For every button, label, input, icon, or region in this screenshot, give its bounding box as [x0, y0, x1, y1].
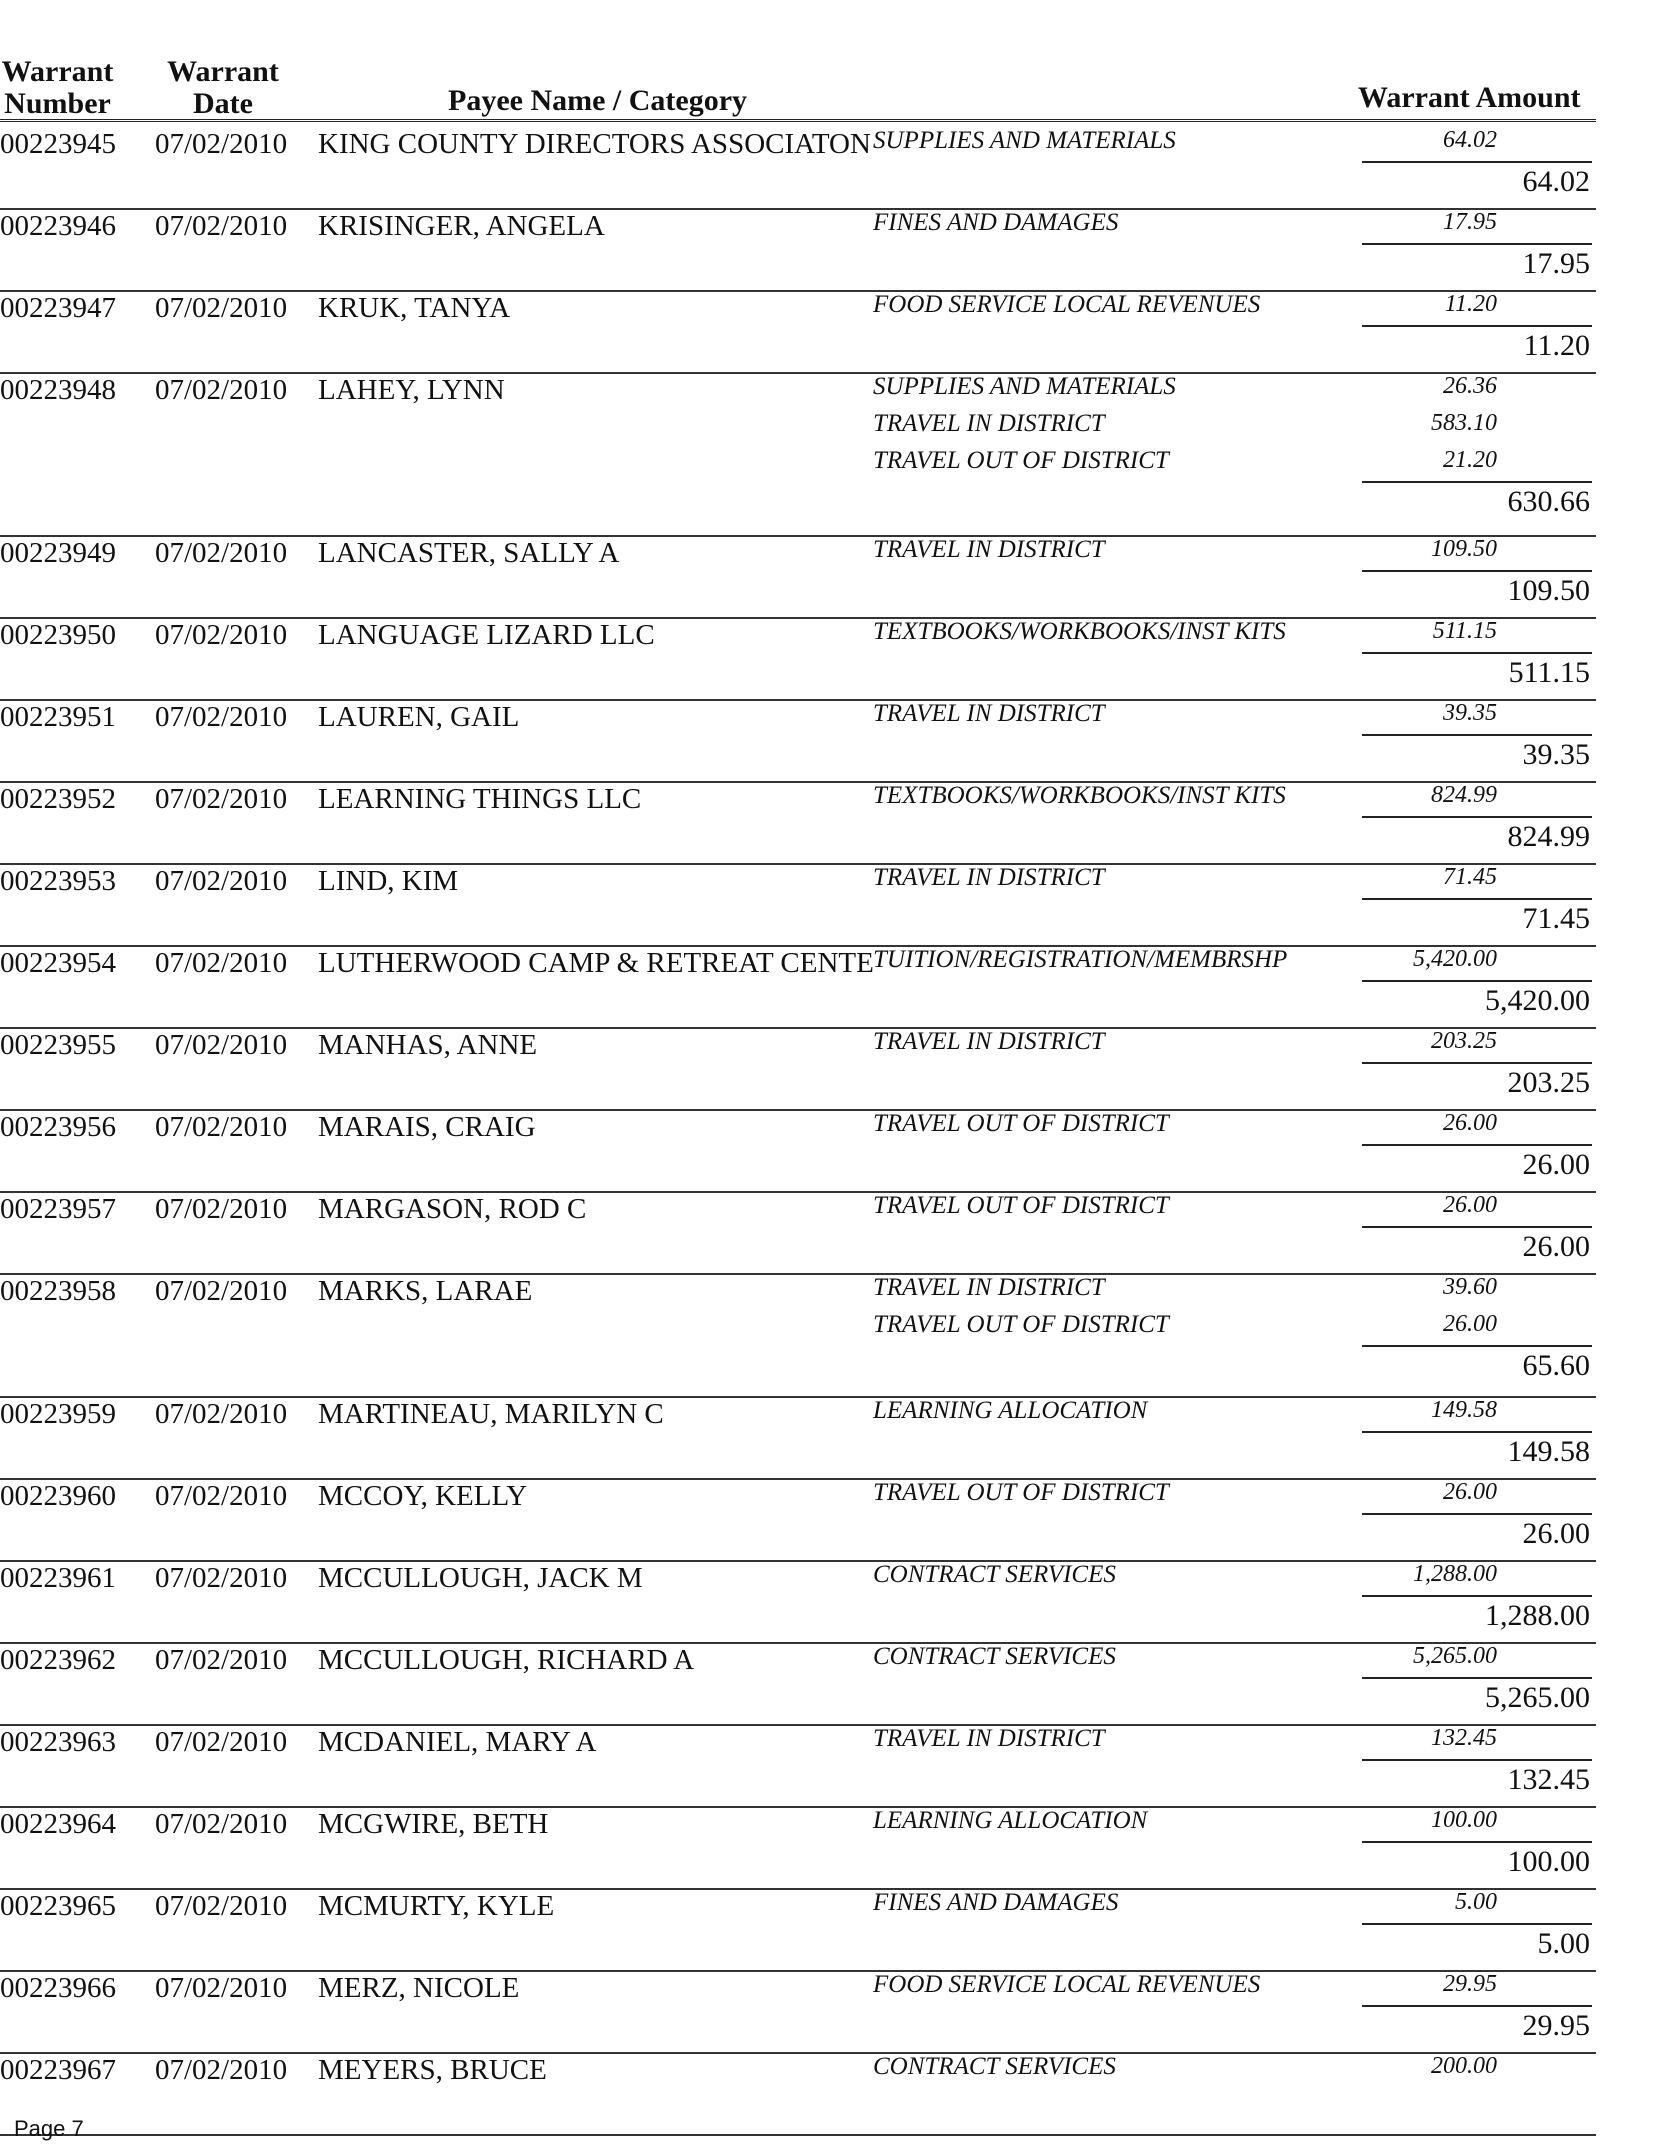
table-row: [0, 1562, 1600, 1644]
warrant-total: 71.45: [1522, 902, 1590, 935]
warrant-number: 00223964: [0, 1808, 116, 1840]
payee-name: MARAIS, CRAIG: [318, 1111, 536, 1143]
header-warrant-date-line1: Warrant: [167, 55, 279, 88]
payee-name: LAHEY, LYNN: [318, 374, 505, 406]
category-list: [873, 204, 1118, 241]
line-amount: 26.00: [1443, 1192, 1497, 1218]
category-label: SUPPLIES AND MATERIALS: [873, 373, 1176, 400]
line-amount-list: [1443, 1966, 1497, 2003]
payee-name: MCGWIRE, BETH: [318, 1808, 549, 1840]
table-row: [0, 1644, 1600, 1726]
category-label: TEXTBOOKS/WORKBOOKS/INST KITS: [873, 618, 1286, 645]
page-number: Page 7: [14, 2116, 84, 2141]
warrant-total: 64.02: [1522, 165, 1590, 198]
warrant-date: 07/02/2010: [155, 701, 288, 733]
subtotal-rule: [1362, 734, 1592, 736]
subtotal-rule: [1362, 2005, 1592, 2007]
warrant-date: 07/02/2010: [155, 1972, 288, 2004]
category-list: [873, 777, 1286, 814]
warrant-date: 07/02/2010: [155, 1029, 288, 1061]
warrant-total: 630.66: [1507, 485, 1590, 518]
line-amount: 583.10: [1431, 410, 1497, 436]
line-amount: 26.00: [1443, 1110, 1497, 1136]
warrant-date: 07/02/2010: [155, 537, 288, 569]
category-label: TRAVEL IN DISTRICT: [873, 536, 1105, 563]
category-label: TRAVEL IN DISTRICT: [873, 410, 1105, 437]
warrant-total: 511.15: [1508, 656, 1590, 689]
line-amount-list: [1443, 1269, 1497, 1343]
warrant-number: 00223963: [0, 1726, 116, 1758]
category-label: FOOD SERVICE LOCAL REVENUES: [873, 1971, 1261, 1998]
line-amount: 29.95: [1443, 1971, 1497, 1997]
category-label: LEARNING ALLOCATION: [873, 1397, 1148, 1424]
warrant-total: 132.45: [1507, 1763, 1590, 1796]
category-list: [873, 1802, 1147, 1839]
category-label: FINES AND DAMAGES: [873, 209, 1119, 236]
warrant-number: 00223957: [0, 1193, 116, 1225]
category-list: [873, 1474, 1169, 1511]
category-list: [873, 1392, 1147, 1429]
line-amount-list: [1413, 1638, 1497, 1675]
line-amount-list: [1443, 204, 1497, 241]
warrant-date: 07/02/2010: [155, 2054, 288, 2086]
category-list: [873, 941, 1287, 978]
line-amount-list: [1413, 941, 1497, 978]
subtotal-rule: [1362, 1226, 1592, 1228]
category-label: CONTRACT SERVICES: [873, 1561, 1116, 1588]
category-list: [873, 1187, 1169, 1224]
warrant-number: 00223947: [0, 292, 116, 324]
warrant-number: 00223953: [0, 865, 116, 897]
warrant-total: 11.20: [1523, 329, 1590, 362]
payee-name: LAUREN, GAIL: [318, 701, 520, 733]
line-amount-list: [1431, 531, 1497, 568]
payee-name: LIND, KIM: [318, 865, 459, 897]
subtotal-rule: [1362, 1144, 1592, 1146]
subtotal-rule: [1362, 1595, 1592, 1597]
line-amount-list: [1443, 1105, 1497, 1142]
table-row: [0, 210, 1600, 292]
table-row: [0, 1890, 1600, 1972]
warrant-total: 26.00: [1522, 1230, 1590, 1263]
payee-name: LEARNING THINGS LLC: [318, 783, 642, 815]
category-list: [873, 1023, 1105, 1060]
category-label: TRAVEL OUT OF DISTRICT: [873, 1110, 1169, 1137]
warrant-total: 109.50: [1507, 574, 1590, 607]
warrant-number: 00223958: [0, 1275, 116, 1307]
warrant-total: 149.58: [1507, 1435, 1590, 1468]
category-list: [873, 695, 1105, 732]
table-row: [0, 1726, 1600, 1808]
table-row: [0, 1972, 1600, 2054]
line-amount-list: [1443, 1187, 1497, 1224]
warrant-date: 07/02/2010: [155, 1562, 288, 1594]
category-list: [873, 1966, 1260, 2003]
category-list: [873, 1105, 1169, 1142]
category-label: TRAVEL IN DISTRICT: [873, 1028, 1105, 1055]
category-label: TRAVEL OUT OF DISTRICT: [873, 1311, 1169, 1338]
payee-name: LANCASTER, SALLY A: [318, 537, 620, 569]
category-list: [873, 1269, 1169, 1343]
line-amount: 64.02: [1443, 127, 1497, 153]
line-amount: 5,420.00: [1413, 946, 1497, 972]
warrant-number: 00223946: [0, 210, 116, 242]
payee-name: LUTHERWOOD CAMP & RETREAT CENTE: [318, 947, 874, 979]
payee-name: MCDANIEL, MARY A: [318, 1726, 597, 1758]
header-warrant-number-line1: Warrant: [1, 55, 114, 88]
category-label: TUITION/REGISTRATION/MEMBRSHP: [873, 946, 1288, 973]
warrant-number: 00223952: [0, 783, 116, 815]
line-amount: 5.00: [1455, 1889, 1497, 1915]
warrant-total: 824.99: [1507, 820, 1590, 853]
warrant-number: 00223959: [0, 1398, 116, 1430]
header-warrant-date: [158, 56, 288, 120]
line-amount-list: [1443, 859, 1497, 896]
table-row: [0, 701, 1600, 783]
table-row: [0, 1111, 1600, 1193]
line-amount: 5,265.00: [1413, 1643, 1497, 1669]
warrant-number: 00223967: [0, 2054, 116, 2086]
payee-name: MCCOY, KELLY: [318, 1480, 528, 1512]
line-amount-list: [1443, 122, 1497, 159]
row-divider: [0, 2134, 1596, 2136]
payee-name: KRUK, TANYA: [318, 292, 511, 324]
category-label: TRAVEL OUT OF DISTRICT: [873, 1479, 1169, 1506]
warrant-total: 1,288.00: [1485, 1599, 1590, 1632]
warrant-number: 00223950: [0, 619, 116, 651]
category-list: [873, 1556, 1116, 1593]
warrant-number: 00223945: [0, 128, 116, 160]
warrant-total: 5,420.00: [1485, 984, 1590, 1017]
category-label: TRAVEL IN DISTRICT: [873, 1274, 1105, 1301]
category-label: CONTRACT SERVICES: [873, 1643, 1116, 1670]
warrant-number: 00223954: [0, 947, 116, 979]
payee-name: MCCULLOUGH, RICHARD A: [318, 1644, 695, 1676]
subtotal-rule: [1362, 980, 1592, 982]
subtotal-rule: [1362, 1759, 1592, 1761]
payee-name: MARTINEAU, MARILYN C: [318, 1398, 664, 1430]
subtotal-rule: [1362, 1841, 1592, 1843]
line-amount: 11.20: [1444, 291, 1497, 317]
table-row: [0, 292, 1600, 374]
table-row: [0, 1480, 1600, 1562]
category-list: [873, 859, 1105, 896]
table-row: [0, 2054, 1600, 2136]
warrant-date: 07/02/2010: [155, 1193, 288, 1225]
warrant-total: 65.60: [1522, 1349, 1590, 1382]
warrant-total: 100.00: [1507, 1845, 1590, 1878]
line-amount-list: [1431, 2048, 1497, 2085]
payee-name: MANHAS, ANNE: [318, 1029, 538, 1061]
warrant-number: 00223948: [0, 374, 116, 406]
warrant-date: 07/02/2010: [155, 1480, 288, 1512]
category-list: [873, 1720, 1105, 1757]
subtotal-rule: [1362, 816, 1592, 818]
line-amount-list: [1443, 1474, 1497, 1511]
table-row: [0, 537, 1600, 619]
warrant-date: 07/02/2010: [155, 1890, 288, 1922]
warrant-date: 07/02/2010: [155, 947, 288, 979]
line-amount: 109.50: [1431, 536, 1497, 562]
warrant-total: 5.00: [1537, 1927, 1590, 1960]
category-label: TRAVEL IN DISTRICT: [873, 700, 1105, 727]
line-amount: 1,288.00: [1413, 1561, 1497, 1587]
category-list: [873, 122, 1176, 159]
line-amount-list: [1431, 1720, 1497, 1757]
table-row: [0, 865, 1600, 947]
category-label: TRAVEL OUT OF DISTRICT: [873, 447, 1169, 474]
line-amount-list: [1413, 1556, 1497, 1593]
warrant-total: 39.35: [1522, 738, 1590, 771]
line-amount-list: [1431, 1392, 1497, 1429]
warrant-number: 00223956: [0, 1111, 116, 1143]
category-list: [873, 2048, 1116, 2085]
line-amount: 39.35: [1443, 700, 1497, 726]
warrant-date: 07/02/2010: [155, 783, 288, 815]
table-row: [0, 783, 1600, 865]
category-list: [873, 286, 1260, 323]
line-amount-list: [1433, 613, 1497, 650]
line-amount-list: [1455, 1884, 1497, 1921]
category-label: CONTRACT SERVICES: [873, 2053, 1116, 2080]
table-row: [0, 1029, 1600, 1111]
category-list: [873, 1638, 1116, 1675]
line-amount: 200.00: [1431, 2053, 1497, 2079]
line-amount: 511.15: [1432, 618, 1497, 644]
warrant-date: 07/02/2010: [155, 619, 288, 651]
payee-name: LANGUAGE LIZARD LLC: [318, 619, 655, 651]
category-label: FINES AND DAMAGES: [873, 1889, 1119, 1916]
category-label: TRAVEL IN DISTRICT: [873, 864, 1105, 891]
warrant-date: 07/02/2010: [155, 1726, 288, 1758]
table-row: [0, 1193, 1600, 1275]
category-label: LEARNING ALLOCATION: [873, 1807, 1148, 1834]
header-warrant-number-line2: Number: [4, 87, 111, 120]
table-row: [0, 1275, 1600, 1398]
warrant-date: 07/02/2010: [155, 865, 288, 897]
table-row: [0, 128, 1600, 210]
warrant-date: 07/02/2010: [155, 1808, 288, 1840]
category-label: TEXTBOOKS/WORKBOOKS/INST KITS: [873, 782, 1286, 809]
header-warrant-number: [0, 56, 115, 120]
subtotal-rule: [1362, 1345, 1592, 1347]
line-amount: 17.95: [1443, 209, 1497, 235]
subtotal-rule: [1362, 570, 1592, 572]
subtotal-rule: [1362, 1677, 1592, 1679]
warrant-date: 07/02/2010: [155, 1644, 288, 1676]
subtotal-rule: [1362, 325, 1592, 327]
payee-name: MARKS, LARAE: [318, 1275, 533, 1307]
warrant-number: 00223949: [0, 537, 116, 569]
subtotal-rule: [1362, 1431, 1592, 1433]
table-row: [0, 947, 1600, 1029]
line-amount-list: [1431, 1802, 1497, 1839]
warrant-total: 29.95: [1522, 2009, 1590, 2042]
subtotal-rule: [1362, 898, 1592, 900]
table-row: [0, 619, 1600, 701]
category-label: TRAVEL OUT OF DISTRICT: [873, 1192, 1169, 1219]
warrant-total: 5,265.00: [1485, 1681, 1590, 1714]
payee-name: MCMURTY, KYLE: [318, 1890, 555, 1922]
warrant-date: 07/02/2010: [155, 1398, 288, 1430]
warrant-number: 00223961: [0, 1562, 116, 1594]
table-row: [0, 374, 1600, 537]
subtotal-rule: [1362, 481, 1592, 483]
warrant-date: 07/02/2010: [155, 292, 288, 324]
payee-name: MARGASON, ROD C: [318, 1193, 587, 1225]
line-amount: 21.20: [1443, 447, 1497, 473]
line-amount-list: [1445, 286, 1497, 323]
subtotal-rule: [1362, 1923, 1592, 1925]
line-amount: 149.58: [1431, 1397, 1497, 1423]
warrant-number: 00223955: [0, 1029, 116, 1061]
table-row: [0, 1808, 1600, 1890]
line-amount-list: [1443, 695, 1497, 732]
warrant-number: 00223951: [0, 701, 116, 733]
category-list: [873, 531, 1105, 568]
warrant-number: 00223965: [0, 1890, 116, 1922]
warrant-date: 07/02/2010: [155, 1111, 288, 1143]
subtotal-rule: [1362, 1062, 1592, 1064]
line-amount: 26.00: [1443, 1479, 1497, 1505]
line-amount-list: [1431, 777, 1497, 814]
category-list: [873, 613, 1286, 650]
warrant-total: 26.00: [1522, 1517, 1590, 1550]
warrant-date: 07/02/2010: [155, 210, 288, 242]
payee-name: MERZ, NICOLE: [318, 1972, 520, 2004]
warrant-number: 00223966: [0, 1972, 116, 2004]
warrant-number: 00223962: [0, 1644, 116, 1676]
header-payee: Payee Name / Category: [448, 84, 748, 117]
warrant-total: 26.00: [1522, 1148, 1590, 1181]
header-amount: Warrant Amount: [1358, 81, 1581, 114]
line-amount: 26.00: [1443, 1311, 1497, 1337]
header-rule: [0, 119, 1596, 125]
line-amount: 100.00: [1431, 1807, 1497, 1833]
category-list: [873, 1884, 1118, 1921]
warrant-number: 00223960: [0, 1480, 116, 1512]
warrant-total: 203.25: [1507, 1066, 1590, 1099]
warrant-date: 07/02/2010: [155, 128, 288, 160]
category-label: FOOD SERVICE LOCAL REVENUES: [873, 291, 1261, 318]
line-amount: 39.60: [1443, 1274, 1497, 1300]
payee-name: KING COUNTY DIRECTORS ASSOCIATON: [318, 128, 871, 160]
category-list: [873, 368, 1176, 479]
warrant-total: 17.95: [1522, 247, 1590, 280]
subtotal-rule: [1362, 243, 1592, 245]
payee-name: MCCULLOUGH, JACK M: [318, 1562, 643, 1594]
subtotal-rule: [1362, 652, 1592, 654]
warrant-date: 07/02/2010: [155, 1275, 288, 1307]
table-row: [0, 1398, 1600, 1480]
subtotal-rule: [1362, 161, 1592, 163]
line-amount-list: [1431, 368, 1497, 479]
header-warrant-date-line2: Date: [193, 87, 253, 120]
line-amount: 824.99: [1431, 782, 1497, 808]
category-label: SUPPLIES AND MATERIALS: [873, 127, 1176, 154]
payee-name: MEYERS, BRUCE: [318, 2054, 547, 2086]
line-amount: 132.45: [1431, 1725, 1497, 1751]
warrant-date: 07/02/2010: [155, 374, 288, 406]
subtotal-rule: [1362, 1513, 1592, 1515]
line-amount: 71.45: [1443, 864, 1497, 890]
line-amount-list: [1431, 1023, 1497, 1060]
line-amount: 26.36: [1443, 373, 1497, 399]
line-amount: 203.25: [1431, 1028, 1497, 1054]
payee-name: KRISINGER, ANGELA: [318, 210, 605, 242]
category-label: TRAVEL IN DISTRICT: [873, 1725, 1105, 1752]
